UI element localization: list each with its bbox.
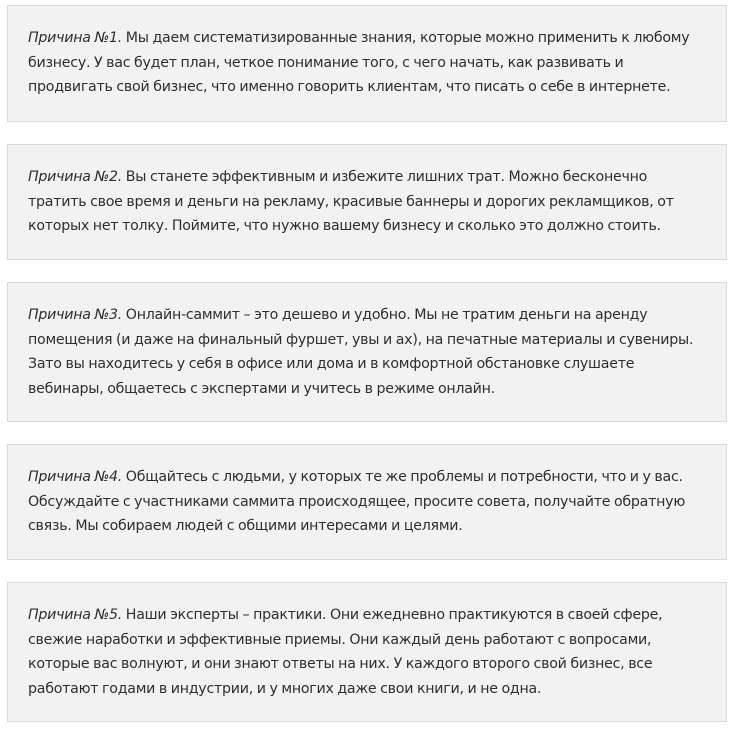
reason-box-5: [7, 582, 727, 722]
reason-label-4: Причина №4.: [28, 469, 123, 485]
reason-text-3: Онлайн-саммит – это дешево и удобно. Мы не тратим деньги на аренду помещения (и даже на финальный фуршет, увы и ах), на печатные материалы и сувениры. Зато вы находитесь у себя в офисе или дома и в комфортной обстановке слушаете вебинары, общаетесь с экспертами и учитесь в режиме онлайн.: [28, 307, 694, 397]
reason-list: [7, 5, 727, 722]
reason-label-1: Причина №1.: [28, 30, 123, 46]
reason-box-2: [7, 144, 727, 260]
reason-label-5: Причина №5.: [28, 607, 123, 623]
reason-text-4: Общайтесь с людьми, у которых те же проблемы и потребности, что и у вас. Обсуждайте с участниками саммита происходящее, просите совета, получайте обратную связь. Мы собираем людей с общими интересами и целями.: [28, 469, 686, 535]
reason-text-1: Мы даем систематизированные знания, которые можно применить к любому бизнесу. У вас будет план, четкое понимание того, с чего начать, как развивать и продвигать свой бизнес, что именно говорить клиентам, что писать о себе в интернете.: [28, 30, 690, 96]
reason-box-1: [7, 5, 727, 122]
reason-text-5: Наши эксперты – практики. Они ежедневно практикуются в своей сфере, свежие наработки и эффективные приемы. Они каждый день работают с вопросами, которые вас волнуют, и они знают ответы на них. У каждого второго свой бизнес, все работают годами в индустрии, и у многих даже свои книги, и не одна.: [28, 607, 663, 697]
reason-text-2: Вы станете эффективным и избежите лишних трат. Можно бесконечно тратить свое время и деньги на рекламу, красивые баннеры и дорогих рекламщиков, от которых нет толку. Поймите, что нужно вашему бизнесу и сколько это должно стоить.: [28, 169, 674, 235]
reason-box-4: [7, 444, 727, 560]
reason-box-3: [7, 282, 727, 422]
reason-label-3: Причина №3.: [28, 307, 123, 323]
reason-label-2: Причина №2.: [28, 169, 123, 185]
